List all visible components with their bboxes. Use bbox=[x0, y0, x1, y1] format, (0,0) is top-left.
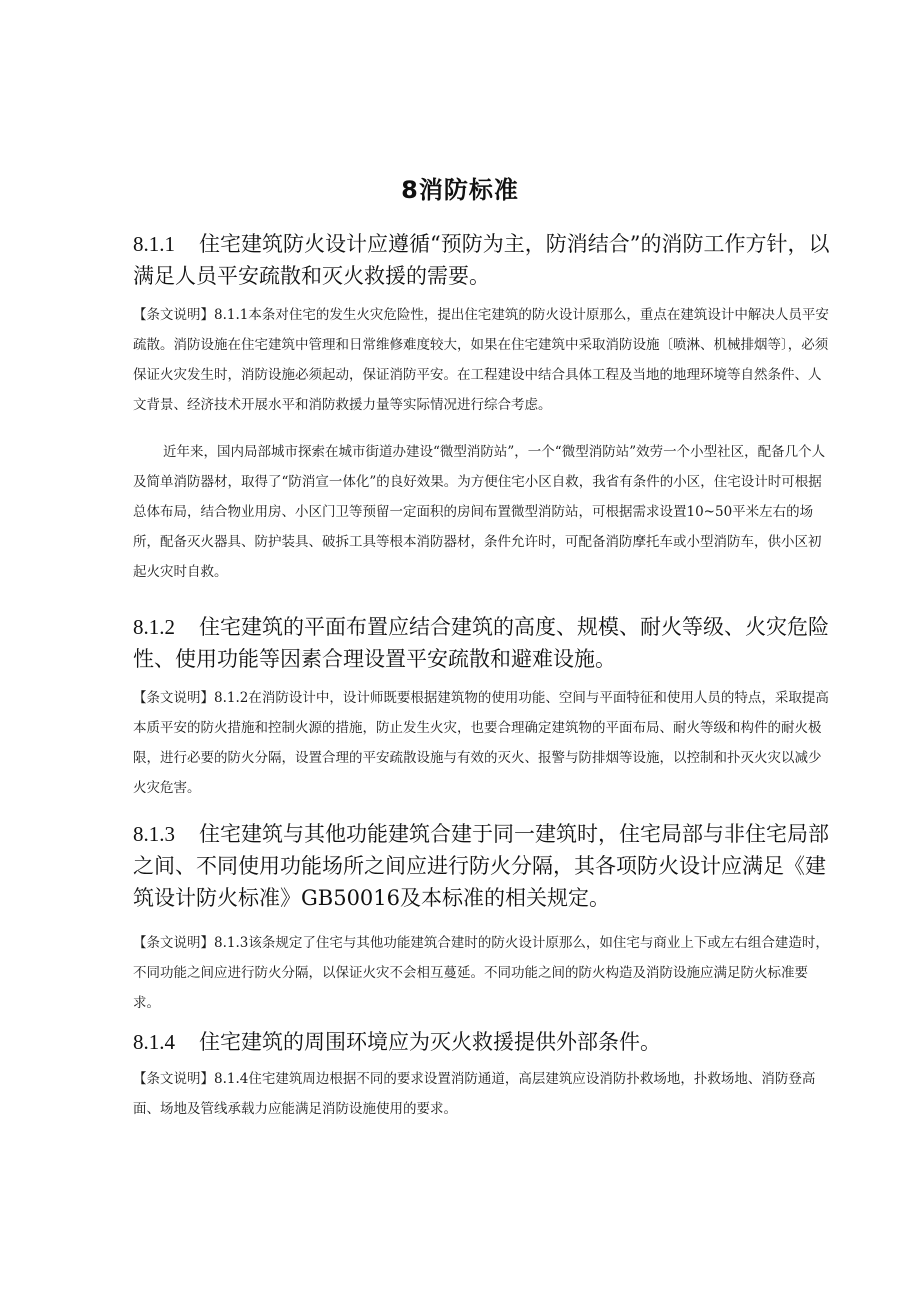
clause-text: 住宅建筑的平面布置应结合建筑的高度、规模、耐火等级、火灾危险性、使用功能等因素合理设置平安疏散和避难设施。 bbox=[133, 615, 829, 671]
section-title: 8消防标准 bbox=[401, 176, 519, 204]
clause-text: 住宅建筑的周围环境应为灭火救援提供外部条件。 bbox=[199, 1030, 661, 1054]
clause-note-8-1-1: 【条文说明】8.1.1本条对住宅的发生火灾危险性，提出住宅建筑的防火设计原那么，重点在建筑设计中解决人员平安疏散。消防设施在住宅建筑中管理和日常维修难度较大，如果在住宅建筑中采取消防设施〔喷淋、机械排烟等〕，必须保证火灾发生时，消防设施必须起动，保证消防平安。在工程建设中结合具体工程及当地的地理环境等自然条件、人文背景、经济技术开展水平和消防救援力量等实际情况进行综合考虑。 bbox=[133, 307, 829, 413]
clause-text: 住宅建筑与其他功能建筑合建于同一建筑时，住宅局部与非住宅局部之间、不同使用功能场所之间应进行防火分隔，其各项防火设计应满足《建筑设计防火标准》GB50016及本标准的相关规定。 bbox=[133, 822, 829, 910]
clause-note-8-1-2: 【条文说明】8.1.2在消防设计中，设计师既要根据建筑物的使用功能、空间与平面特征和使用人员的特点，采取提高本质平安的防火措施和控制火源的措施，防止发生火灾，也要合理确定建筑物的平面布局、耐火等级和构件的耐火极限，进行必要的防火分隔，设置合理的平安疏散设施与有效的灭火、报警与防排烟等设施，以控制和扑灭火灾以减少火灾危害。 bbox=[133, 690, 829, 796]
clause-number: 8.1.1 bbox=[133, 232, 175, 256]
clause-8-1-1 bbox=[133, 228, 845, 292]
clause-text: 住宅建筑防火设计应遵循“预防为主，防消结合”的消防工作方针，以满足人员平安疏散和灭火救援的需要。 bbox=[133, 232, 830, 288]
clause-number: 8.1.2 bbox=[133, 615, 175, 639]
clause-8-1-2 bbox=[133, 611, 845, 675]
clause-note-8-1-3: 【条文说明】8.1.3该条规定了住宅与其他功能建筑合建时的防火设计原那么，如住宅与商业上下或左右组合建造时，不同功能之间应进行防火分隔，以保证火灾不会相互蔓延。不同功能之间的防火构造及消防设施应满足防火标准要求。 bbox=[133, 935, 829, 1011]
clause-number: 8.1.4 bbox=[133, 1030, 175, 1054]
clause-note-8-1-1-extra bbox=[133, 437, 833, 587]
clause-8-1-4 bbox=[133, 1026, 845, 1058]
clause-note-text: 近年来，国内局部城市探索在城市街道办建设“微型消防站”，一个“微型消防站”效劳一个小型社区，配备几个人及简单消防器材，取得了“防消宣一体化”的良好效果。为方便住宅小区自救，我省有条件的小区，住宅设计时可根据总体布局，结合物业用房、小区门卫等预留一定面积的房间布置微型消防站，可根据需求设置10~50平米左右的场所，配备灭火器具、防护装具、破拆工具等根本消防器材，条件允许时，可配备消防摩托车或小型消防车，供小区初起火灾时自救。 bbox=[133, 444, 826, 580]
clause-number: 8.1.3 bbox=[133, 822, 175, 846]
clause-8-1-3 bbox=[133, 818, 845, 914]
clause-note-8-1-4: 【条文说明】8.1.4住宅建筑周边根据不同的要求设置消防通道，高层建筑应设消防扑救场地，扑救场地、消防登高面、场地及管线承载力应能满足消防设施使用的要求。 bbox=[133, 1071, 816, 1117]
